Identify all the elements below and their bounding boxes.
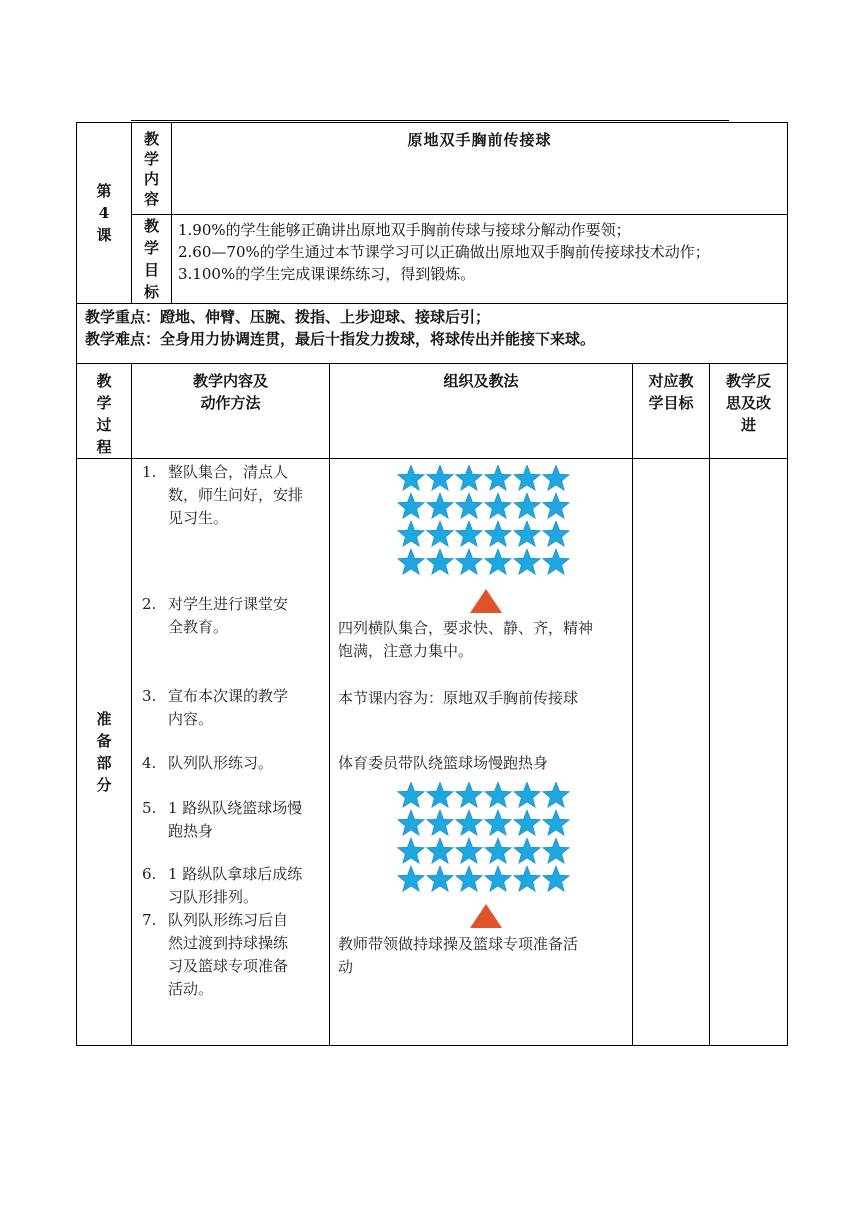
student-star-icon [543, 465, 570, 490]
org-text: 教师带领做持球操及篮球专项准备活 动 [338, 935, 579, 976]
objective-item: 2.60—70%的学生通过本节课学习可以正确做出原地双手胸前传接球技术动作； [178, 243, 710, 261]
step-item [142, 909, 324, 1001]
student-star-icon [456, 549, 483, 574]
objective-item: 3.100%的学生完成课课练练习，得到锻炼。 [178, 265, 476, 283]
student-star-icon [485, 838, 512, 863]
student-star-icon [485, 782, 512, 807]
student-star-icon [485, 549, 512, 574]
student-star-icon [543, 782, 570, 807]
lesson-number-cell: 第 4 课 [77, 123, 132, 304]
student-star-icon [427, 838, 454, 863]
student-star-icon [456, 838, 483, 863]
student-star-icon [398, 866, 425, 891]
student-star-icon [485, 810, 512, 835]
header-content: 教学内容及 动作方法 [132, 364, 330, 459]
student-star-icon [514, 866, 541, 891]
step-text: 整队集合，清点人 数，师生问好，安排 见习生。 [168, 463, 304, 527]
step-number: 4. [142, 754, 157, 772]
student-star-icon [456, 521, 483, 546]
header-organization: 组织及教法 [330, 364, 633, 459]
student-star-icon [485, 465, 512, 490]
header-goal: 对应教 学目标 [633, 364, 710, 459]
step-item [142, 685, 324, 731]
top-rule [131, 120, 729, 121]
student-star-icon [398, 838, 425, 863]
step-text: 队列队形练习。 [168, 754, 274, 772]
step-number: 2. [142, 595, 157, 613]
student-star-icon [427, 866, 454, 891]
student-star-icon [543, 521, 570, 546]
teacher-triangle-icon [470, 589, 502, 613]
student-star-icon [514, 521, 541, 546]
header-reflection: 教学反 思及改 进 [710, 364, 788, 459]
step-item [142, 863, 324, 909]
student-star-icon [456, 810, 483, 835]
step-number: 6. [142, 865, 157, 883]
student-star-icon [427, 810, 454, 835]
step-number: 5. [142, 799, 157, 817]
student-star-icon [514, 493, 541, 518]
steps-cell [132, 459, 330, 1046]
student-star-icon [456, 782, 483, 807]
student-star-icon [514, 810, 541, 835]
reflection-cell [710, 459, 788, 1046]
student-star-icon [398, 782, 425, 807]
student-formation [396, 782, 576, 894]
step-text: 宣布本次课的教学 内容。 [168, 687, 289, 728]
step-text: 队列队形练习后自 然过渡到持球操练 习及篮球专项准备 活动。 [168, 911, 289, 998]
student-star-icon [543, 866, 570, 891]
step-item [142, 797, 324, 843]
step-number: 1. [142, 463, 157, 481]
lesson-title: 原地双手胸前传接球 [172, 123, 788, 215]
step-item [142, 593, 324, 639]
organization-cell [330, 459, 633, 1046]
content-label-cell: 教 学 内 容 [132, 123, 172, 215]
student-star-icon [543, 838, 570, 863]
student-star-icon [398, 810, 425, 835]
key-point: 教学重点：蹬地、伸臂、压腕、拨指、上步迎球、接球后引； [85, 308, 491, 326]
student-star-icon [543, 549, 570, 574]
objective-item: 1.90%的学生能够正确讲出原地双手胸前传球与接球分解动作要领； [178, 221, 631, 239]
step-item [142, 752, 324, 775]
header-process: 教 学 过 程 [77, 364, 132, 459]
student-star-icon [398, 549, 425, 574]
student-star-icon [427, 782, 454, 807]
student-star-icon [514, 782, 541, 807]
student-star-icon [456, 493, 483, 518]
teacher-triangle-icon [470, 904, 502, 928]
student-star-icon [456, 866, 483, 891]
student-star-icon [398, 493, 425, 518]
student-star-icon [427, 549, 454, 574]
step-text: 对学生进行课堂安 全教育。 [168, 595, 289, 636]
student-formation [396, 465, 576, 577]
key-points-cell [77, 304, 788, 364]
student-star-icon [427, 465, 454, 490]
goal-cell [633, 459, 710, 1046]
step-number: 7. [142, 911, 157, 929]
student-star-icon [427, 521, 454, 546]
step-number: 3. [142, 687, 157, 705]
step-text: 1 路纵队绕篮球场慢 跑热身 [168, 799, 303, 840]
student-star-icon [485, 521, 512, 546]
lesson-plan-table [76, 122, 788, 1046]
objectives-cell [172, 215, 788, 304]
step-item [142, 461, 324, 530]
student-star-icon [514, 838, 541, 863]
student-star-icon [398, 521, 425, 546]
student-star-icon [543, 493, 570, 518]
step-text: 1 路纵队拿球后成练 习队形排列。 [168, 865, 303, 906]
org-text: 体育委员带队绕篮球场慢跑热身 [338, 754, 549, 772]
org-text: 四列横队集合，要求快、静、齐，精神 饱满，注意力集中。 [338, 619, 594, 660]
org-text: 本节课内容为：原地双手胸前传接球 [338, 689, 579, 707]
student-star-icon [485, 866, 512, 891]
student-star-icon [398, 465, 425, 490]
student-star-icon [485, 493, 512, 518]
difficulty: 教学难点：全身用力协调连贯，最后十指发力拨球，将球传出并能接下来球。 [85, 330, 596, 348]
student-star-icon [456, 465, 483, 490]
student-star-icon [543, 810, 570, 835]
student-star-icon [514, 549, 541, 574]
student-star-icon [514, 465, 541, 490]
objectives-label-cell: 教 学 目 标 [132, 215, 172, 304]
section-label-cell: 准 备 部 分 [77, 459, 132, 1046]
student-star-icon [427, 493, 454, 518]
